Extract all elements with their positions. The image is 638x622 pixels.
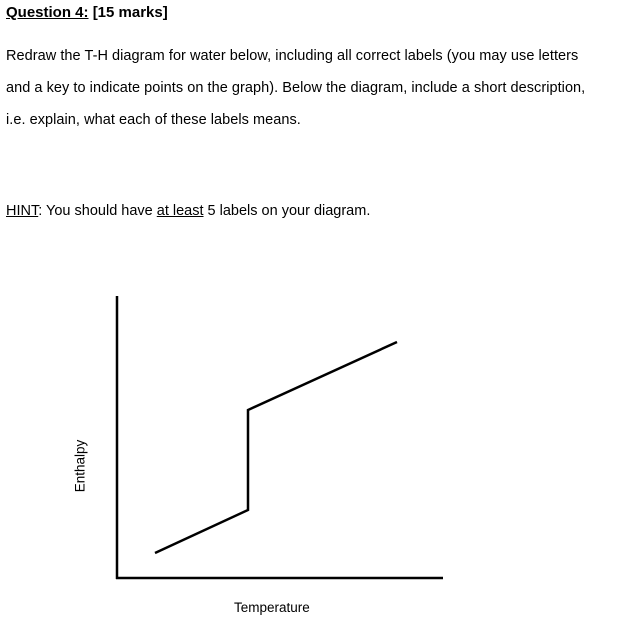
heating-curve xyxy=(155,342,397,553)
x-axis-label: Temperature xyxy=(234,600,310,615)
hint-label: HINT xyxy=(6,203,39,219)
y-axis-label: Enthalpy xyxy=(72,439,88,493)
hint-text-before: : You should have xyxy=(38,203,157,219)
hint-emphasis: at least xyxy=(156,203,204,219)
hint-text-after: 5 labels on your diagram. xyxy=(203,203,371,219)
instruction-line-3: i.e. explain, what each of these labels means. xyxy=(6,112,301,128)
instruction-line-2: and a key to indicate points on the graph). Below the diagram, include a short description, xyxy=(6,80,586,96)
question-marks: [15 marks] xyxy=(92,4,168,21)
question-number: Question 4: xyxy=(6,4,89,21)
instruction-line-1: Redraw the T-H diagram for water below, including all correct labels (you may use letters xyxy=(6,48,579,64)
